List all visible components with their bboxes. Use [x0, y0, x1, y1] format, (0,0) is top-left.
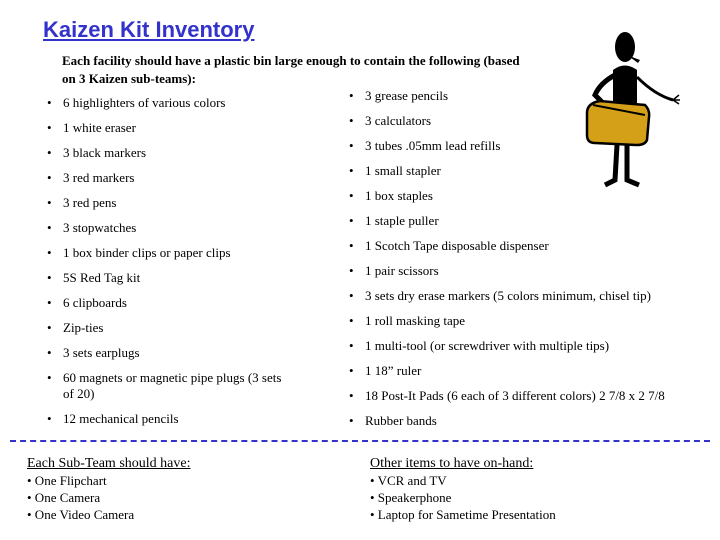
- list-item: • Zip-ties: [47, 320, 287, 336]
- list-item: • 3 black markers: [47, 145, 287, 161]
- list-item: • 3 calculators: [349, 113, 709, 129]
- list-item: • 1 Scotch Tape disposable dispenser: [349, 238, 709, 254]
- list-item: • 1 small stapler: [349, 163, 709, 179]
- list-item: • VCR and TV: [370, 473, 447, 488]
- list-item: • 1 box binder clips or paper clips: [47, 245, 287, 261]
- subteam-section: [27, 455, 190, 523]
- list-item: • 1 18” ruler: [349, 363, 709, 379]
- list-item: • 18 Post-It Pads (6 each of 3 different colors) 2 7/8 x 2 7/8: [349, 388, 709, 404]
- page-title: Kaizen Kit Inventory: [43, 17, 255, 42]
- list-item: • 60 magnets or magnetic pipe plugs (3 sets of 20): [47, 370, 287, 402]
- list-item: • 5S Red Tag kit: [47, 270, 287, 286]
- section-divider: [10, 440, 710, 442]
- left-item-list: [47, 95, 287, 436]
- list-item: • 1 box staples: [349, 188, 709, 204]
- list-item: • 3 tubes .05mm lead refills: [349, 138, 709, 154]
- intro-text: Each facility should have a plastic bin large enough to contain the following (based on 3 Kaizen sub-teams):: [62, 53, 520, 86]
- list-item: • One Camera: [27, 490, 101, 505]
- list-item: • 3 stopwatches: [47, 220, 287, 236]
- list-item: • Laptop for Sametime Presentation: [370, 507, 556, 522]
- list-item: • 1 staple puller: [349, 213, 709, 229]
- list-item: • 6 clipboards: [47, 295, 287, 311]
- list-item: • 6 highlighters of various colors: [47, 95, 287, 111]
- list-item: • 1 roll masking tape: [349, 313, 709, 329]
- list-item: • 3 red markers: [47, 170, 287, 186]
- list-item: • One Video Camera: [27, 507, 135, 522]
- list-item: • 3 sets earplugs: [47, 345, 287, 361]
- list-item: • 3 sets dry erase markers (5 colors minimum, chisel tip): [349, 288, 709, 304]
- list-item: • 1 pair scissors: [349, 263, 709, 279]
- list-item: • Speakerphone: [370, 490, 452, 505]
- stick-figure-with-box-illustration: [565, 25, 690, 195]
- other-items-heading: Other items to have on-hand:: [370, 456, 534, 471]
- subteam-heading: Each Sub-Team should have:: [27, 456, 191, 471]
- list-item: • 12 mechanical pencils: [47, 411, 287, 427]
- list-item: • One Flipchart: [27, 473, 107, 488]
- other-items-section: [370, 455, 556, 523]
- list-item: • 1 multi-tool (or screwdriver with multiple tips): [349, 338, 709, 354]
- list-item: • 1 white eraser: [47, 120, 287, 136]
- list-item: • Rubber bands: [349, 413, 709, 429]
- list-item: • 3 grease pencils: [349, 88, 709, 104]
- list-item: • 3 red pens: [47, 195, 287, 211]
